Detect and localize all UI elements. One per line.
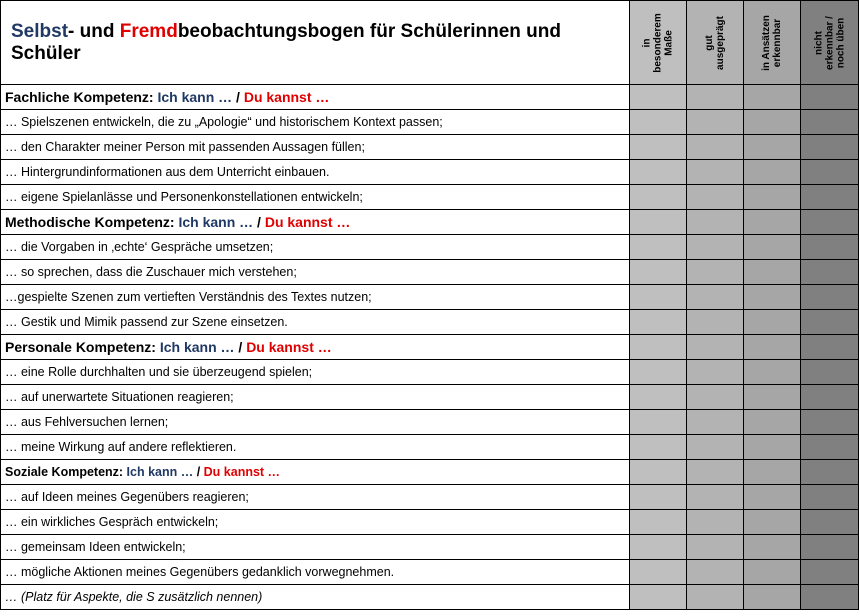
competence-label: … eigene Spielanlässe und Personenkonstellationen entwickeln; bbox=[1, 185, 630, 210]
rating-in-ansaetzen-cell[interactable] bbox=[744, 135, 801, 160]
rating-gut-ausgepraegt-cell[interactable] bbox=[687, 185, 744, 210]
rating-besonderem-masse-cell[interactable] bbox=[630, 360, 687, 385]
rating-in-ansaetzen-cell[interactable] bbox=[744, 285, 801, 310]
section-name: Fachliche Kompetenz: bbox=[5, 89, 158, 105]
header-row bbox=[1, 1, 859, 85]
section-header-row bbox=[1, 460, 859, 485]
section-heading bbox=[1, 460, 630, 485]
rating-gut-ausgepraegt-cell bbox=[687, 460, 744, 485]
competence-label: … ein wirkliches Gespräch entwickeln; bbox=[1, 510, 630, 535]
rating-gut-ausgepraegt-cell bbox=[687, 210, 744, 235]
section-heading bbox=[1, 335, 630, 360]
section-separator: / bbox=[196, 465, 204, 479]
rating-in-ansaetzen-cell[interactable] bbox=[744, 560, 801, 585]
extra-aspects-label: … (Platz für Aspekte, die S zusätzlich nennen) bbox=[1, 585, 630, 610]
rating-in-ansaetzen-cell bbox=[744, 460, 801, 485]
rating-in-ansaetzen-cell[interactable] bbox=[744, 110, 801, 135]
rating-besonderem-masse-cell[interactable] bbox=[630, 485, 687, 510]
rating-gut-ausgepraegt-cell bbox=[687, 335, 744, 360]
column-header-gut-ausgepraegt: gut ausgeprägt bbox=[687, 1, 744, 85]
rating-in-ansaetzen-cell bbox=[744, 85, 801, 110]
rating-gut-ausgepraegt-cell[interactable] bbox=[687, 385, 744, 410]
column-header-in-ansaetzen: in Ansätzen erkennbar bbox=[744, 1, 801, 85]
competence-label: … die Vorgaben in ‚echte‘ Gespräche umsetzen; bbox=[1, 235, 630, 260]
competence-row bbox=[1, 235, 859, 260]
rating-besonderem-masse-cell bbox=[630, 335, 687, 360]
competence-row bbox=[1, 535, 859, 560]
section-du-kannst: Du kannst … bbox=[246, 339, 332, 355]
section-separator: / bbox=[238, 339, 247, 355]
rating-nicht-erkennbar-cell[interactable] bbox=[801, 160, 859, 185]
section-ich-kann: Ich kann … bbox=[126, 465, 197, 479]
section-name: Personale Kompetenz: bbox=[5, 339, 160, 355]
competence-row bbox=[1, 110, 859, 135]
competence-row bbox=[1, 510, 859, 535]
form-title bbox=[1, 1, 630, 85]
rating-in-ansaetzen-cell[interactable] bbox=[744, 485, 801, 510]
competence-row bbox=[1, 285, 859, 310]
competence-label: … meine Wirkung auf andere reflektieren. bbox=[1, 435, 630, 460]
competence-row bbox=[1, 560, 859, 585]
rating-besonderem-masse-cell[interactable] bbox=[630, 135, 687, 160]
rating-nicht-erkennbar-cell[interactable] bbox=[801, 185, 859, 210]
rating-gut-ausgepraegt-cell[interactable] bbox=[687, 485, 744, 510]
competence-row bbox=[1, 185, 859, 210]
section-separator: / bbox=[257, 214, 265, 230]
rating-gut-ausgepraegt-cell[interactable] bbox=[687, 585, 744, 610]
rating-gut-ausgepraegt-cell[interactable] bbox=[687, 310, 744, 335]
competence-row bbox=[1, 485, 859, 510]
competence-label: … auf unerwartete Situationen reagieren; bbox=[1, 385, 630, 410]
extra-aspects-row bbox=[1, 585, 859, 610]
competence-row bbox=[1, 435, 859, 460]
competence-label: … Spielszenen entwickeln, die zu „Apologie“ und historischem Kontext passen; bbox=[1, 110, 630, 135]
rating-gut-ausgepraegt-cell[interactable] bbox=[687, 360, 744, 385]
section-heading bbox=[1, 85, 630, 110]
competence-row bbox=[1, 310, 859, 335]
rating-gut-ausgepraegt-cell[interactable] bbox=[687, 160, 744, 185]
rating-gut-ausgepraegt-cell[interactable] bbox=[687, 135, 744, 160]
rating-nicht-erkennbar-cell bbox=[801, 335, 859, 360]
rating-besonderem-masse-cell[interactable] bbox=[630, 410, 687, 435]
competence-label: … den Charakter meiner Person mit passenden Aussagen füllen; bbox=[1, 135, 630, 160]
section-header-row bbox=[1, 210, 859, 235]
rating-besonderem-masse-cell[interactable] bbox=[630, 385, 687, 410]
title-selbst: Selbst bbox=[11, 20, 69, 42]
column-header-nicht-erkennbar: nicht erkennbar / noch üben bbox=[801, 1, 859, 85]
rating-in-ansaetzen-cell[interactable] bbox=[744, 260, 801, 285]
competence-label: … mögliche Aktionen meines Gegenübers gedanklich vorwegnehmen. bbox=[1, 560, 630, 585]
section-name: Soziale Kompetenz: bbox=[5, 465, 127, 479]
competence-label: … so sprechen, dass die Zuschauer mich verstehen; bbox=[1, 260, 630, 285]
rating-in-ansaetzen-cell[interactable] bbox=[744, 160, 801, 185]
rating-nicht-erkennbar-cell[interactable] bbox=[801, 585, 859, 610]
competence-row bbox=[1, 260, 859, 285]
rating-gut-ausgepraegt-cell[interactable] bbox=[687, 535, 744, 560]
competence-row bbox=[1, 385, 859, 410]
rating-nicht-erkennbar-cell[interactable] bbox=[801, 310, 859, 335]
title-rest: beobachtungsbogen für Schülerinnen und Schüler bbox=[11, 20, 561, 64]
rating-besonderem-masse-cell[interactable] bbox=[630, 535, 687, 560]
rating-nicht-erkennbar-cell bbox=[801, 460, 859, 485]
competence-label: … gemeinsam Ideen entwickeln; bbox=[1, 535, 630, 560]
competence-label: …gespielte Szenen zum vertieften Verständnis des Textes nutzen; bbox=[1, 285, 630, 310]
section-du-kannst: Du kannst … bbox=[203, 465, 281, 479]
rating-in-ansaetzen-cell[interactable] bbox=[744, 360, 801, 385]
section-heading bbox=[1, 210, 630, 235]
competence-label: … eine Rolle durchhalten und sie überzeugend spielen; bbox=[1, 360, 630, 385]
rating-besonderem-masse-cell bbox=[630, 85, 687, 110]
rating-nicht-erkennbar-cell bbox=[801, 210, 859, 235]
rating-nicht-erkennbar-cell[interactable] bbox=[801, 110, 859, 135]
rating-gut-ausgepraegt-cell[interactable] bbox=[687, 435, 744, 460]
rating-nicht-erkennbar-cell[interactable] bbox=[801, 360, 859, 385]
rating-besonderem-masse-cell[interactable] bbox=[630, 285, 687, 310]
competence-row bbox=[1, 160, 859, 185]
competence-row bbox=[1, 360, 859, 385]
rating-nicht-erkennbar-cell[interactable] bbox=[801, 135, 859, 160]
rating-in-ansaetzen-cell[interactable] bbox=[744, 435, 801, 460]
rating-nicht-erkennbar-cell[interactable] bbox=[801, 435, 859, 460]
rating-besonderem-masse-cell[interactable] bbox=[630, 235, 687, 260]
rating-in-ansaetzen-cell bbox=[744, 335, 801, 360]
rating-in-ansaetzen-cell[interactable] bbox=[744, 385, 801, 410]
rating-in-ansaetzen-cell[interactable] bbox=[744, 310, 801, 335]
rating-gut-ausgepraegt-cell[interactable] bbox=[687, 235, 744, 260]
section-header-row bbox=[1, 85, 859, 110]
rating-gut-ausgepraegt-cell[interactable] bbox=[687, 560, 744, 585]
rating-besonderem-masse-cell[interactable] bbox=[630, 435, 687, 460]
rating-besonderem-masse-cell[interactable] bbox=[630, 110, 687, 135]
rating-in-ansaetzen-cell[interactable] bbox=[744, 235, 801, 260]
rating-gut-ausgepraegt-cell[interactable] bbox=[687, 410, 744, 435]
competence-label: … Gestik und Mimik passend zur Szene einsetzen. bbox=[1, 310, 630, 335]
rating-besonderem-masse-cell bbox=[630, 460, 687, 485]
section-separator: / bbox=[236, 89, 244, 105]
section-ich-kann: Ich kann … bbox=[157, 89, 237, 105]
rating-nicht-erkennbar-cell[interactable] bbox=[801, 560, 859, 585]
rating-nicht-erkennbar-cell[interactable] bbox=[801, 410, 859, 435]
rating-besonderem-masse-cell[interactable] bbox=[630, 510, 687, 535]
rating-besonderem-masse-cell bbox=[630, 210, 687, 235]
section-header-row bbox=[1, 335, 859, 360]
rating-nicht-erkennbar-cell[interactable] bbox=[801, 510, 859, 535]
competence-label: … Hintergrundinformationen aus dem Unterricht einbauen. bbox=[1, 160, 630, 185]
rating-nicht-erkennbar-cell[interactable] bbox=[801, 235, 859, 260]
rating-in-ansaetzen-cell[interactable] bbox=[744, 185, 801, 210]
rating-besonderem-masse-cell[interactable] bbox=[630, 310, 687, 335]
rating-nicht-erkennbar-cell[interactable] bbox=[801, 260, 859, 285]
title-fremd: Fremd bbox=[119, 20, 178, 42]
rating-gut-ausgepraegt-cell[interactable] bbox=[687, 285, 744, 310]
rating-gut-ausgepraegt-cell[interactable] bbox=[687, 510, 744, 535]
rating-nicht-erkennbar-cell[interactable] bbox=[801, 535, 859, 560]
competence-row bbox=[1, 135, 859, 160]
rating-gut-ausgepraegt-cell bbox=[687, 85, 744, 110]
rating-in-ansaetzen-cell[interactable] bbox=[744, 410, 801, 435]
rating-besonderem-masse-cell[interactable] bbox=[630, 585, 687, 610]
rating-in-ansaetzen-cell bbox=[744, 210, 801, 235]
rating-nicht-erkennbar-cell bbox=[801, 85, 859, 110]
rating-besonderem-masse-cell[interactable] bbox=[630, 160, 687, 185]
section-du-kannst: Du kannst … bbox=[264, 214, 351, 230]
competence-row bbox=[1, 410, 859, 435]
column-header-besonderem-masse: in besonderem Maße bbox=[630, 1, 687, 85]
rating-besonderem-masse-cell[interactable] bbox=[630, 260, 687, 285]
competence-label: … aus Fehlversuchen lernen; bbox=[1, 410, 630, 435]
rating-in-ansaetzen-cell[interactable] bbox=[744, 585, 801, 610]
rating-in-ansaetzen-cell[interactable] bbox=[744, 510, 801, 535]
rating-gut-ausgepraegt-cell[interactable] bbox=[687, 260, 744, 285]
rating-nicht-erkennbar-cell[interactable] bbox=[801, 385, 859, 410]
section-name: Methodische Kompetenz: bbox=[5, 214, 179, 230]
section-ich-kann: Ich kann … bbox=[178, 214, 258, 230]
rating-nicht-erkennbar-cell[interactable] bbox=[801, 285, 859, 310]
rating-nicht-erkennbar-cell[interactable] bbox=[801, 485, 859, 510]
section-du-kannst: Du kannst … bbox=[243, 89, 330, 105]
rating-besonderem-masse-cell[interactable] bbox=[630, 560, 687, 585]
rating-besonderem-masse-cell[interactable] bbox=[630, 185, 687, 210]
section-ich-kann: Ich kann … bbox=[159, 339, 239, 355]
title-und: - und bbox=[68, 20, 120, 42]
rating-in-ansaetzen-cell[interactable] bbox=[744, 535, 801, 560]
competence-label: … auf Ideen meines Gegenübers reagieren; bbox=[1, 485, 630, 510]
rating-gut-ausgepraegt-cell[interactable] bbox=[687, 110, 744, 135]
